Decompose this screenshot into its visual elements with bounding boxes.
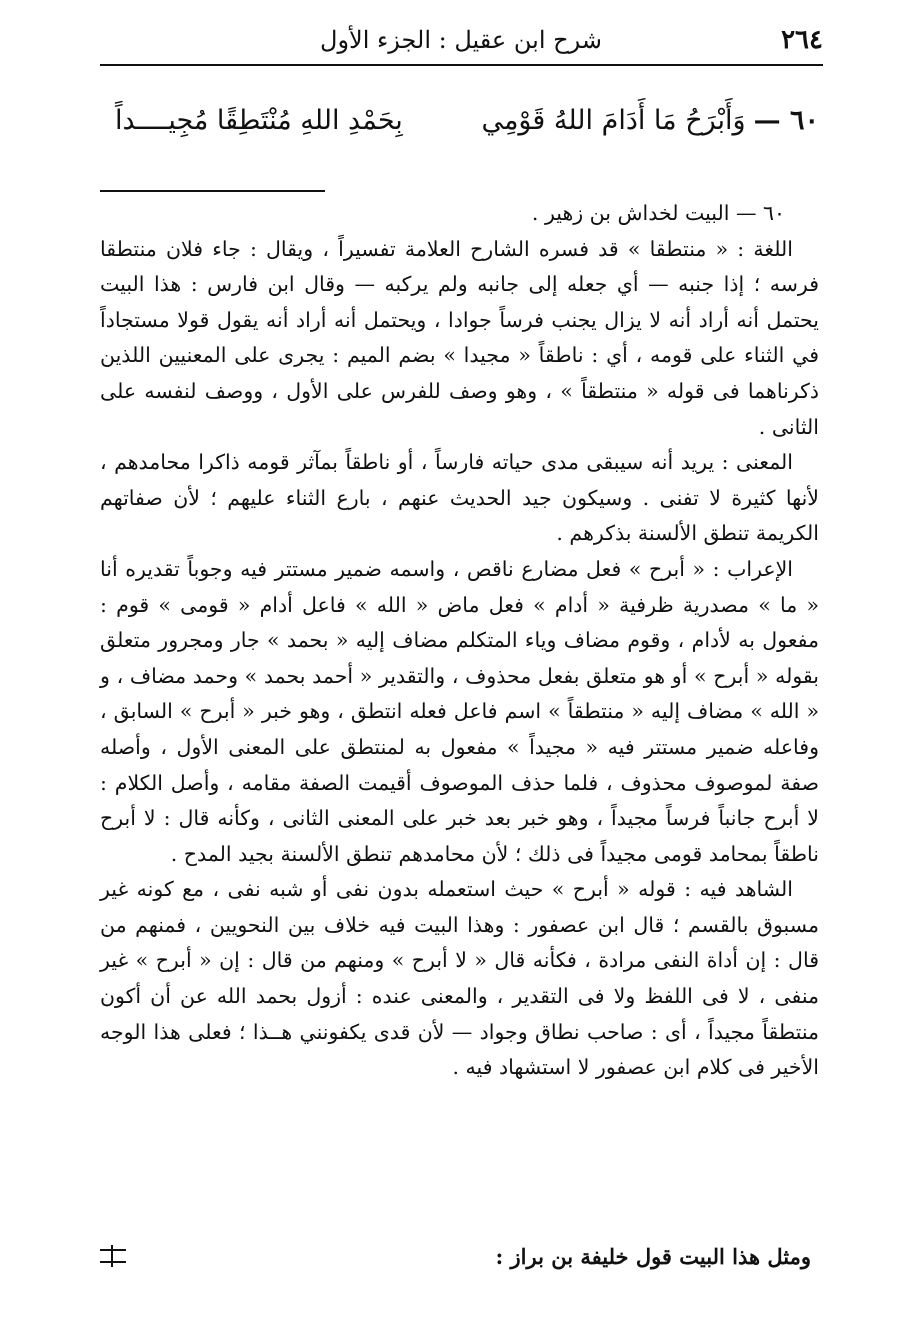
- verse-number: ٦٠ —: [753, 104, 819, 136]
- parsing-paragraph: الإعراب : « أبرح » فعل مضارع ناقص ، واسمه ضمير مستتر فيه وجوباً تقديره أنا « ما » مصدرية ظرفية « أدام » فعل ماض « الله » فاعل أدام « قومى » قوم : مفعول به لأدام ، وقوم مضاف وياء المتكلم مضاف إليه « بحمد » جار ومجرور متعلق بقوله « أبرح » أو هو متعلق بفعل محذوف ، والتقدير « أحمد بحمد » وحمد مضاف ، و « الله » مضاف إليه « منتطقاً » اسم فاعل فعله انتطق ، وهو خبر « أبرح » السابق ، وفاعله ضمير مستتر فيه « مجيداً » مفعول به لمنتطق على المعنى الأول ، وأصله صفة لموصوف محذوف ، فلما حذف الموصوف أقيمت الصفة مقامه ، وأصل الكلام : لا أبرح جانباً فرساً مجيداً ، وهو خبر بعد خبر على المعنى الثانى ، وكأنه قال : لا أبرح ناطقاً بمحامد قومى مجيداً فى ذلك ؛ لأن محامدهم تنطق الألسنة بجيد المدح .: [100, 556, 819, 866]
- poetry-verse: [115, 92, 819, 148]
- attribution-paragraph: ٦٠ — البيت لخداش بن زهير .: [531, 201, 785, 225]
- meaning-paragraph: المعنى : يريد أنه سيبقى مدى حياته فارساً ، أو ناطقاً بمآثر قومه ذاكرا محامدهم ، لأنها كثيرة لا تفنى . وسيكون جيد الحديث عنهم ، بارع الثناء عليهم ؛ لأن صفاتهم الكريمة تنطق الألسنة بذكرهم .: [100, 450, 819, 546]
- page-number: ٢٦٤: [781, 25, 823, 55]
- closing-text: ومثل هذا البيت قول خليفة بن براز :: [495, 1243, 811, 1269]
- evidence-paragraph: الشاهد فيه : قوله « أبرح » حيث استعمله بدون نفى أو شبه نفى ، مع كونه غير مسبوق بالقسم ؛ قال ابن عصفور : وهذا البيت فيه خلاف بين النحويين ، فمنهم من قال : إن أداة النفى مرادة ، فكأنه قال « لا أبرح » ومنهم من قال : إن « أبرح » غير منفى ، لا فى اللفظ ولا فى التقدير ، والمعنى عنده : أزول بحمد الله عن أن أكون منتطقاً مجيداً ، أى : صاحب نطاق وجواد — لأن قدى يكفونني هــذا ؛ فعلى هذا الوجه الأخير فى كلام ابن عصفور لا استشهاد فيه .: [100, 877, 819, 1080]
- language-paragraph: اللغة : « منتطقا » قد فسره الشارح العلامة تفسيراً ، ويقال : جاء فلان منتطقا فرسه ؛ إذا جنبه — أي جعله إلى جانبه ولم يركبه — وقال ابن فارس : هذا البيت يحتمل أنه أراد أنه لا يزال يجنب فرساً جوادا ، ويحتمل أنه أراد أنه يقول قولا مستجاداً في الثناء على قومه ، أي : ناطقاً « مجيدا » بضم الميم : يجرى على المعنيين اللذين ذكرناهما فى قوله « منتطقاً » ، وهو وصف للفرس على الأول ، ووصف لنفسه على الثانى .: [100, 236, 819, 439]
- footnote-separator: [100, 190, 325, 192]
- page-header: [100, 20, 823, 60]
- closing-line: [100, 1236, 811, 1276]
- header-rule: [100, 64, 823, 66]
- running-title: شرح ابن عقيل : الجزء الأول: [320, 26, 602, 54]
- commentary-body: [100, 196, 819, 1086]
- verse-first-hemistich: وَأَبْرَحُ مَا أَدَامَ اللهُ قَوْمِي: [481, 104, 746, 136]
- verse-second-hemistich: بِحَمْدِ اللهِ مُنْتَطِقًا مُجِيــــداً: [115, 104, 403, 136]
- continuation-mark-icon: [100, 1249, 126, 1263]
